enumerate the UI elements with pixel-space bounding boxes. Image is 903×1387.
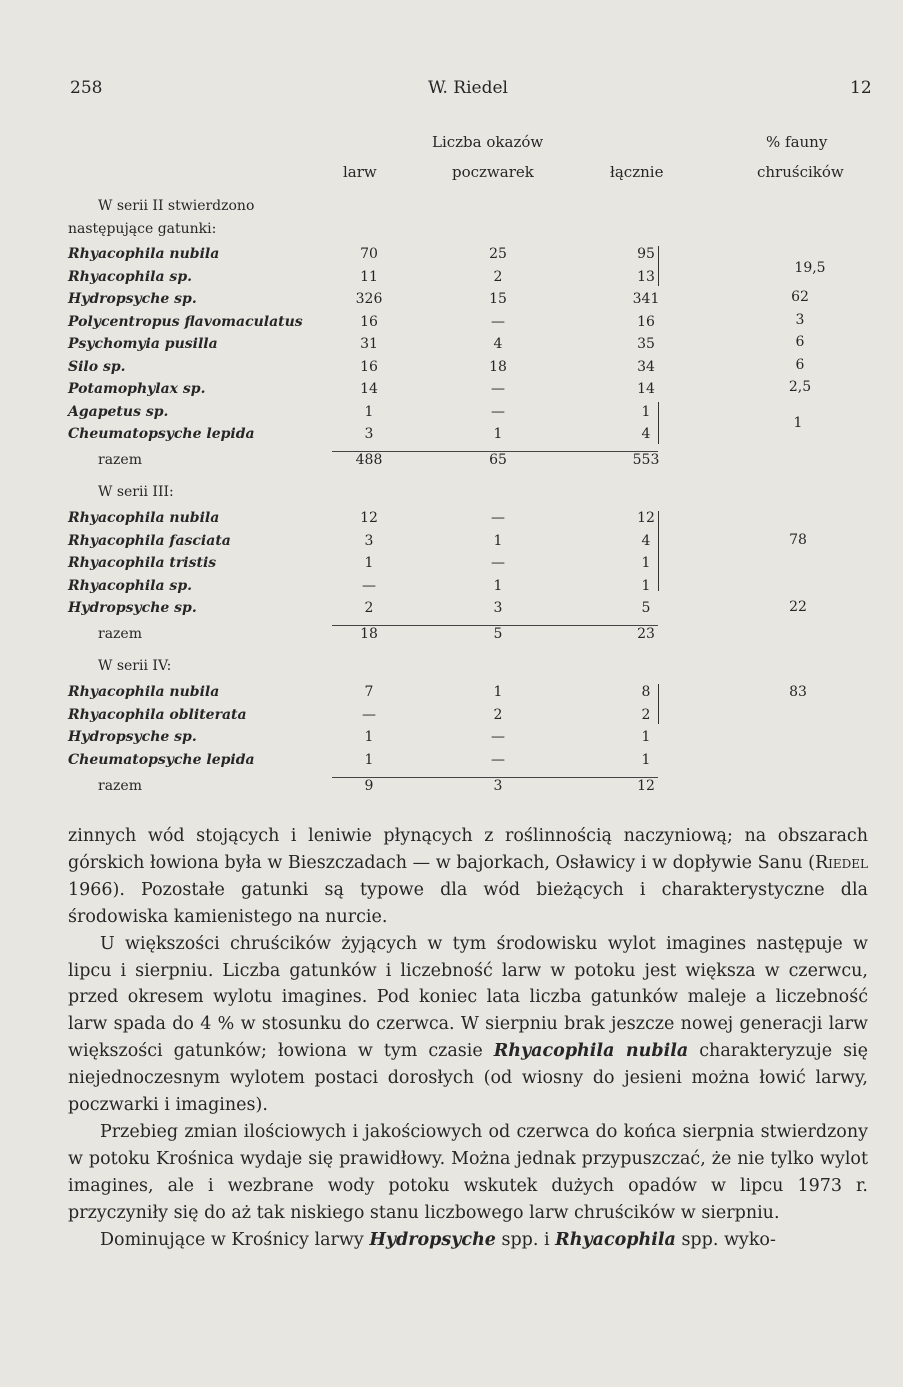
running-author: W. Riedel <box>428 78 508 98</box>
larw-count: 3 <box>364 426 374 442</box>
poczwarek-count: 2 <box>493 268 503 285</box>
pct-value: 62 <box>791 289 809 305</box>
poczwarek-count: 1 <box>493 684 503 700</box>
poczwarek-count: — <box>491 555 505 571</box>
poczwarek-count: — <box>491 313 505 330</box>
larw-count: 16 <box>360 313 378 330</box>
series-heading: następujące gatunki: <box>68 221 217 237</box>
body-text <box>68 823 868 1254</box>
pct-value: 2,5 <box>788 379 812 395</box>
pct-value: 6 <box>795 334 805 350</box>
poczwarek-count: 1 <box>493 426 503 442</box>
lacznie-count: 34 <box>637 358 655 375</box>
larw-count: 12 <box>360 510 378 526</box>
poczwarek-count: 2 <box>493 706 503 723</box>
larw-count: 2 <box>364 600 374 616</box>
total-label: razem <box>98 626 142 642</box>
group-brace <box>654 246 659 286</box>
species-name: Potamophylax sp. <box>68 381 206 397</box>
pct-value: 22 <box>789 599 807 615</box>
poczwarek-count: 18 <box>489 358 507 375</box>
series-heading: W serii IV: <box>98 658 172 674</box>
total-larw: 9 <box>364 778 374 794</box>
paragraph: Dominujące w Krośnicy larwy Hydropsyche spp. i Rhyacophila spp. wyko- <box>100 1229 776 1250</box>
species-name: Rhyacophila nubila <box>68 684 220 700</box>
larw-count: 1 <box>364 555 374 571</box>
lacznie-count: 95 <box>637 246 655 262</box>
lacznie-count: 14 <box>637 381 655 397</box>
poczwarek-count: — <box>491 751 505 768</box>
poczwarek-count: 15 <box>489 291 507 307</box>
larw-count: 11 <box>360 268 378 285</box>
running-number: 12 <box>850 78 872 98</box>
col-pct-label: % fauny <box>766 133 828 151</box>
lacznie-count: 341 <box>632 291 660 307</box>
poczwarek-count: 25 <box>489 246 507 262</box>
larw-count: — <box>362 577 376 594</box>
poczwarek-count: — <box>491 729 505 745</box>
group-brace <box>654 684 659 724</box>
larw-count: 14 <box>360 381 378 397</box>
larw-count: 70 <box>360 246 378 262</box>
poczwarek-count: 1 <box>493 577 503 594</box>
total-lacznie: 12 <box>637 778 655 794</box>
paragraph: Przebieg zmian ilościowych i jakościowych od czerwca do końca sierpnia stwierdzony w potoku Krośnica wydaje się prawidłowy. Można jednak przypuszczać, że nie tylko wylot imagines, ale i wezbrane wody potoku wskutek dużych opadów w lipcu 1973 r. przyczyniły się do aż tak niskiego stanu liczbowego larw chruścików w sierpniu. <box>68 1121 868 1223</box>
species-name: Rhyacophila obliterata <box>68 706 247 723</box>
paragraph: zinnych wód stojących i leniwie płynących z roślinnością naczyniową; na obszarach górskich łowiona była w Bieszczadach — w bajorkach, Osławicy i w dopływie Sanu (Riedel 1966). Pozostałe gatunki są typowe dla wód bieżących i charakterystyczne dla środowiska kamienistego na nurcie. <box>68 826 868 927</box>
poczwarek-count: — <box>491 510 505 526</box>
larw-count: 7 <box>364 684 374 700</box>
species-name: Polycentropus flavomaculatus <box>68 313 303 330</box>
pct-value: 78 <box>789 532 807 548</box>
lacznie-count: 4 <box>641 532 651 549</box>
total-poczwarek: 3 <box>493 778 503 794</box>
lacznie-count: 16 <box>637 313 655 330</box>
poczwarek-count: 3 <box>493 600 503 616</box>
species-name: Cheumatopsyche lepida <box>68 751 255 768</box>
species-name: Silo sp. <box>68 358 126 375</box>
larw-count: 16 <box>360 358 378 375</box>
lacznie-count: 1 <box>641 751 651 768</box>
lacznie-count: 1 <box>641 555 651 571</box>
larw-count: 1 <box>364 403 374 420</box>
larw-count: 326 <box>355 291 383 307</box>
larw-count: — <box>362 706 376 723</box>
total-larw: 18 <box>360 626 378 642</box>
larw-count: 3 <box>364 532 374 549</box>
species-name: Rhyacophila nubila <box>68 510 220 526</box>
species-name: Agapetus sp. <box>68 403 169 420</box>
larw-count: 1 <box>364 751 374 768</box>
lacznie-count: 2 <box>641 706 651 723</box>
col-group-label: Liczba okazów <box>432 133 544 151</box>
lacznie-count: 4 <box>641 426 651 442</box>
poczwarek-count: 4 <box>493 336 503 352</box>
larw-count: 1 <box>364 729 374 745</box>
series-heading: W serii III: <box>98 484 174 500</box>
lacznie-count: 1 <box>641 577 651 594</box>
poczwarek-count: — <box>491 403 505 420</box>
lacznie-count: 8 <box>641 684 651 700</box>
total-label: razem <box>98 778 142 794</box>
group-brace <box>654 511 659 591</box>
lacznie-count: 13 <box>637 268 655 285</box>
pct-value: 83 <box>789 684 807 700</box>
species-name: Cheumatopsyche lepida <box>68 426 255 442</box>
total-poczwarek: 5 <box>493 626 503 642</box>
group-brace <box>654 402 659 444</box>
lacznie-count: 35 <box>637 336 655 352</box>
paragraph: U większości chruścików żyjących w tym środowisku wylot imagines następuje w lipcu i sierpniu. Liczba gatunków i liczebność larw w potoku jest większa w czerwcu, przed okresem wylotu imagines. Pod koniec lata liczba gatunków maleje a liczebność larw spada do 4 % w stosunku do czerwca. W sierpniu brak jeszcze nowej generacji larw większości gatunków; łowiona w tym czasie Rhyacophila nubila charakteryzuje się niejednoczesnym wylotem postaci dorosłych (od wiosny do jesieni można łowić larwy, poczwarki i imagines). <box>68 933 868 1116</box>
pct-value: 6 <box>795 357 805 373</box>
species-name: Rhyacophila fasciata <box>68 532 231 549</box>
total-label: razem <box>98 452 142 468</box>
lacznie-count: 1 <box>641 729 651 745</box>
pct-value: 3 <box>795 312 805 328</box>
lacznie-count: 12 <box>637 510 655 526</box>
total-larw: 488 <box>355 452 383 468</box>
lacznie-count: 5 <box>641 600 651 616</box>
col-larw: larw <box>343 163 377 181</box>
col-pct-sub: chruścików <box>757 163 844 181</box>
series-heading: W serii II stwierdzono <box>98 198 255 214</box>
species-name: Rhyacophila sp. <box>68 577 192 594</box>
species-name: Hydropsyche sp. <box>68 291 197 307</box>
species-name: Hydropsyche sp. <box>68 600 197 616</box>
col-lacznie: łącznie <box>610 163 664 181</box>
species-name: Rhyacophila nubila <box>68 246 220 262</box>
col-poczwarek: poczwarek <box>452 163 534 181</box>
lacznie-count: 1 <box>641 403 651 420</box>
total-lacznie: 553 <box>632 452 660 468</box>
total-poczwarek: 65 <box>489 452 507 468</box>
pct-value: 19,5 <box>794 260 826 276</box>
poczwarek-count: 1 <box>493 532 503 549</box>
larw-count: 31 <box>360 336 378 352</box>
page-number: 258 <box>70 78 103 98</box>
species-name: Rhyacophila sp. <box>68 268 192 285</box>
species-name: Hydropsyche sp. <box>68 729 197 745</box>
total-lacznie: 23 <box>637 626 655 642</box>
species-name: Psychomyia pusilla <box>68 336 218 352</box>
poczwarek-count: — <box>491 381 505 397</box>
pct-value: 1 <box>793 415 803 431</box>
species-name: Rhyacophila tristis <box>68 555 217 571</box>
